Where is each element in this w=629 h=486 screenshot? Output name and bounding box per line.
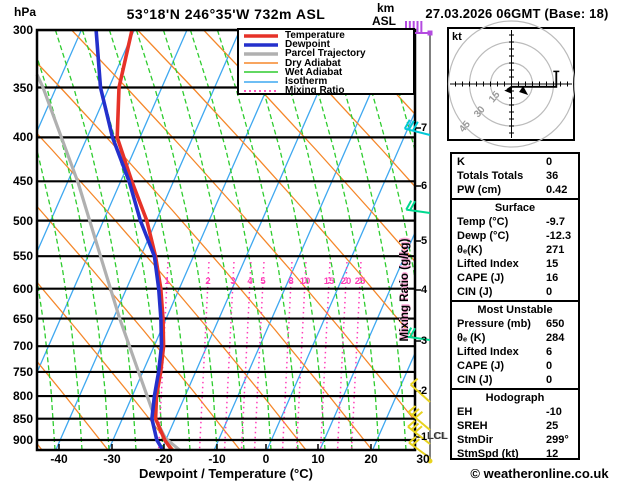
temperature-tick-label: 0 (262, 452, 270, 466)
panel-row-value: 36 (546, 170, 559, 182)
panel-row-value: -12.3 (546, 230, 572, 242)
km-tick-label: 7 (421, 122, 428, 134)
panel-row-value: 0 (546, 286, 553, 298)
legend-row (243, 86, 413, 95)
hodograph-ring-label: 30 (472, 104, 488, 120)
panel-row (452, 317, 578, 331)
panel-row-value: 0 (546, 360, 553, 372)
panel-row-value: 299° (546, 434, 569, 446)
panel-row-label: CIN (J) (457, 286, 493, 298)
panel-section-title: Surface (494, 202, 536, 214)
pressure-tick-label: 850 (12, 411, 33, 426)
panel-row-value: 284 (546, 332, 565, 344)
panel-row-value: 0 (546, 374, 553, 386)
km-tick-label: 5 (421, 235, 428, 247)
pressure-tick-label: 600 (12, 281, 33, 296)
wind-barb (406, 210, 430, 213)
panel-row (452, 169, 578, 183)
pressure-tick-label: 550 (12, 249, 33, 264)
panel-row-label: Dewp (°C) (457, 230, 510, 242)
panel-row-value: 15 (546, 258, 559, 270)
km-tick-label: 1 (421, 431, 428, 443)
pressure-tick-label: 350 (12, 80, 33, 95)
mixing-ratio-tick-label: 8 (288, 276, 294, 287)
panel-row (452, 405, 578, 419)
mixing-ratio-tick-label: 1 (164, 276, 170, 287)
panel-row-value: 25 (546, 420, 559, 432)
panel-row-label: K (457, 156, 465, 168)
datetime-label: 27.03.2026 06GMT (Base: 18) (425, 6, 609, 21)
mixing-ratio-tick-label: 3 (230, 276, 236, 287)
pressure-tick-label: 700 (12, 339, 33, 354)
pressure-tick-label: 650 (12, 311, 33, 326)
panel-row-value: 0.42 (546, 184, 568, 196)
mixing-ratio-tick-label: 10 (299, 276, 311, 287)
stability-indices-panel (450, 152, 580, 460)
panel-row (452, 215, 578, 229)
panel-row-label: SREH (457, 420, 488, 432)
panel-row-value: 16 (546, 272, 559, 284)
temperature-tick-label: 30 (416, 452, 430, 466)
panel-row (452, 433, 578, 447)
mixing-ratio-tick-label: 20 (340, 276, 352, 287)
temperature-tick-label: 10 (311, 452, 325, 466)
panel-row-label: Lifted Index (457, 258, 519, 270)
pressure-tick-label: 450 (12, 174, 33, 189)
mixing-ratio-tick-label: 2 (205, 276, 211, 287)
km-tick-label: 4 (421, 284, 428, 296)
panel-row-label: Totals Totals (457, 170, 524, 182)
panel-section (452, 388, 578, 462)
panel-row-value: -9.7 (546, 216, 565, 228)
panel-row (452, 155, 578, 169)
km-tick-label: 2 (421, 385, 428, 397)
legend-label: Isotherm (285, 76, 328, 88)
panel-row (452, 285, 578, 299)
panel-row-label: Temp (°C) (457, 216, 509, 228)
panel-row-label: CIN (J) (457, 374, 493, 386)
legend-label: Dewpoint (285, 39, 330, 51)
hodograph (448, 21, 575, 147)
pressure-tick-label: 500 (12, 213, 33, 228)
panel-section (452, 154, 578, 198)
panel-row (452, 419, 578, 433)
pressure-tick-label: 400 (12, 130, 33, 145)
panel-row-value: 650 (546, 318, 565, 330)
legend-label: Parcel Trajectory (285, 48, 366, 60)
panel-row-label: CAPE (J) (457, 272, 505, 284)
panel-section-title: Hodograph (485, 392, 545, 404)
panel-row-label: Lifted Index (457, 346, 519, 358)
panel-row-value: 12 (546, 448, 559, 460)
panel-row (452, 345, 578, 359)
legend (237, 28, 415, 95)
pressure-tick-label: 800 (12, 389, 33, 404)
panel-row-value: 271 (546, 244, 565, 256)
panel-row (452, 271, 578, 285)
panel-row-label: θₑ (K) (457, 332, 486, 344)
panel-row-label: CAPE (J) (457, 360, 505, 372)
pressure-tick-label: 750 (12, 364, 33, 379)
legend-label: Temperature (285, 30, 345, 42)
panel-row-label: StmSpd (kt) (457, 448, 519, 460)
panel-row-label: Pressure (mb) (457, 318, 531, 330)
panel-row-value: -10 (546, 406, 562, 418)
lcl-label: LCL (427, 430, 448, 442)
panel-row (452, 447, 578, 461)
panel-row (452, 183, 578, 197)
mixing-ratio-tick-label: 15 (323, 276, 335, 287)
panel-row-label: EH (457, 406, 473, 418)
station-title: 53°18'N 246°35'W 732m ASL (126, 6, 326, 22)
panel-row-value: 6 (546, 346, 553, 358)
temperature-tick-label: 20 (364, 452, 378, 466)
mixing-ratio-tick-label: 25 (354, 276, 366, 287)
legend-label: Dry Adiabat (285, 57, 341, 69)
panel-section (452, 300, 578, 388)
panel-row-value: 0 (546, 156, 553, 168)
panel-row (452, 243, 578, 257)
panel-row (452, 373, 578, 387)
temperature-tick-label: -40 (50, 452, 68, 466)
pressure-tick-label: 900 (12, 433, 33, 447)
legend-label: Wet Adiabat (285, 66, 343, 78)
mixing-ratio-tick-label: 5 (260, 276, 266, 287)
panel-section-title: Most Unstable (477, 304, 553, 316)
hodograph-ring-label: 15 (486, 89, 503, 106)
x-axis-label: Dewpoint / Temperature (°C) (139, 466, 313, 481)
temperature-tick-label: -10 (208, 452, 226, 466)
temperature-tick-label: -20 (155, 452, 173, 466)
temperature-tick-label: -30 (103, 452, 121, 466)
panel-row-label: θₑ(K) (457, 244, 483, 256)
panel-row (452, 229, 578, 243)
mixing-ratio-tick-label: 4 (247, 276, 253, 287)
credit-footer: © weatheronline.co.uk (470, 466, 609, 481)
hodograph-ring-label: 45 (457, 119, 473, 135)
km-tick-label: 6 (421, 180, 428, 192)
pressure-tick-label: 300 (12, 23, 33, 37)
panel-row (452, 257, 578, 271)
hodograph-unit-label: kt (452, 31, 462, 43)
panel-row-label: StmDir (457, 434, 494, 446)
km-tick-label: 3 (421, 335, 428, 347)
altitude-axis-unit-asl: ASL (372, 14, 396, 28)
panel-row-label: PW (cm) (457, 184, 501, 196)
altitude-axis-unit-km: km (377, 1, 395, 15)
panel-section (452, 198, 578, 300)
legend-line-sample (243, 82, 279, 100)
panel-row (452, 331, 578, 345)
mixing-ratio-axis-label: Mixing Ratio (g/kg) (399, 238, 411, 342)
pressure-axis-unit: hPa (14, 5, 37, 19)
panel-row (452, 359, 578, 373)
legend-label: Mixing Ratio (285, 85, 345, 97)
